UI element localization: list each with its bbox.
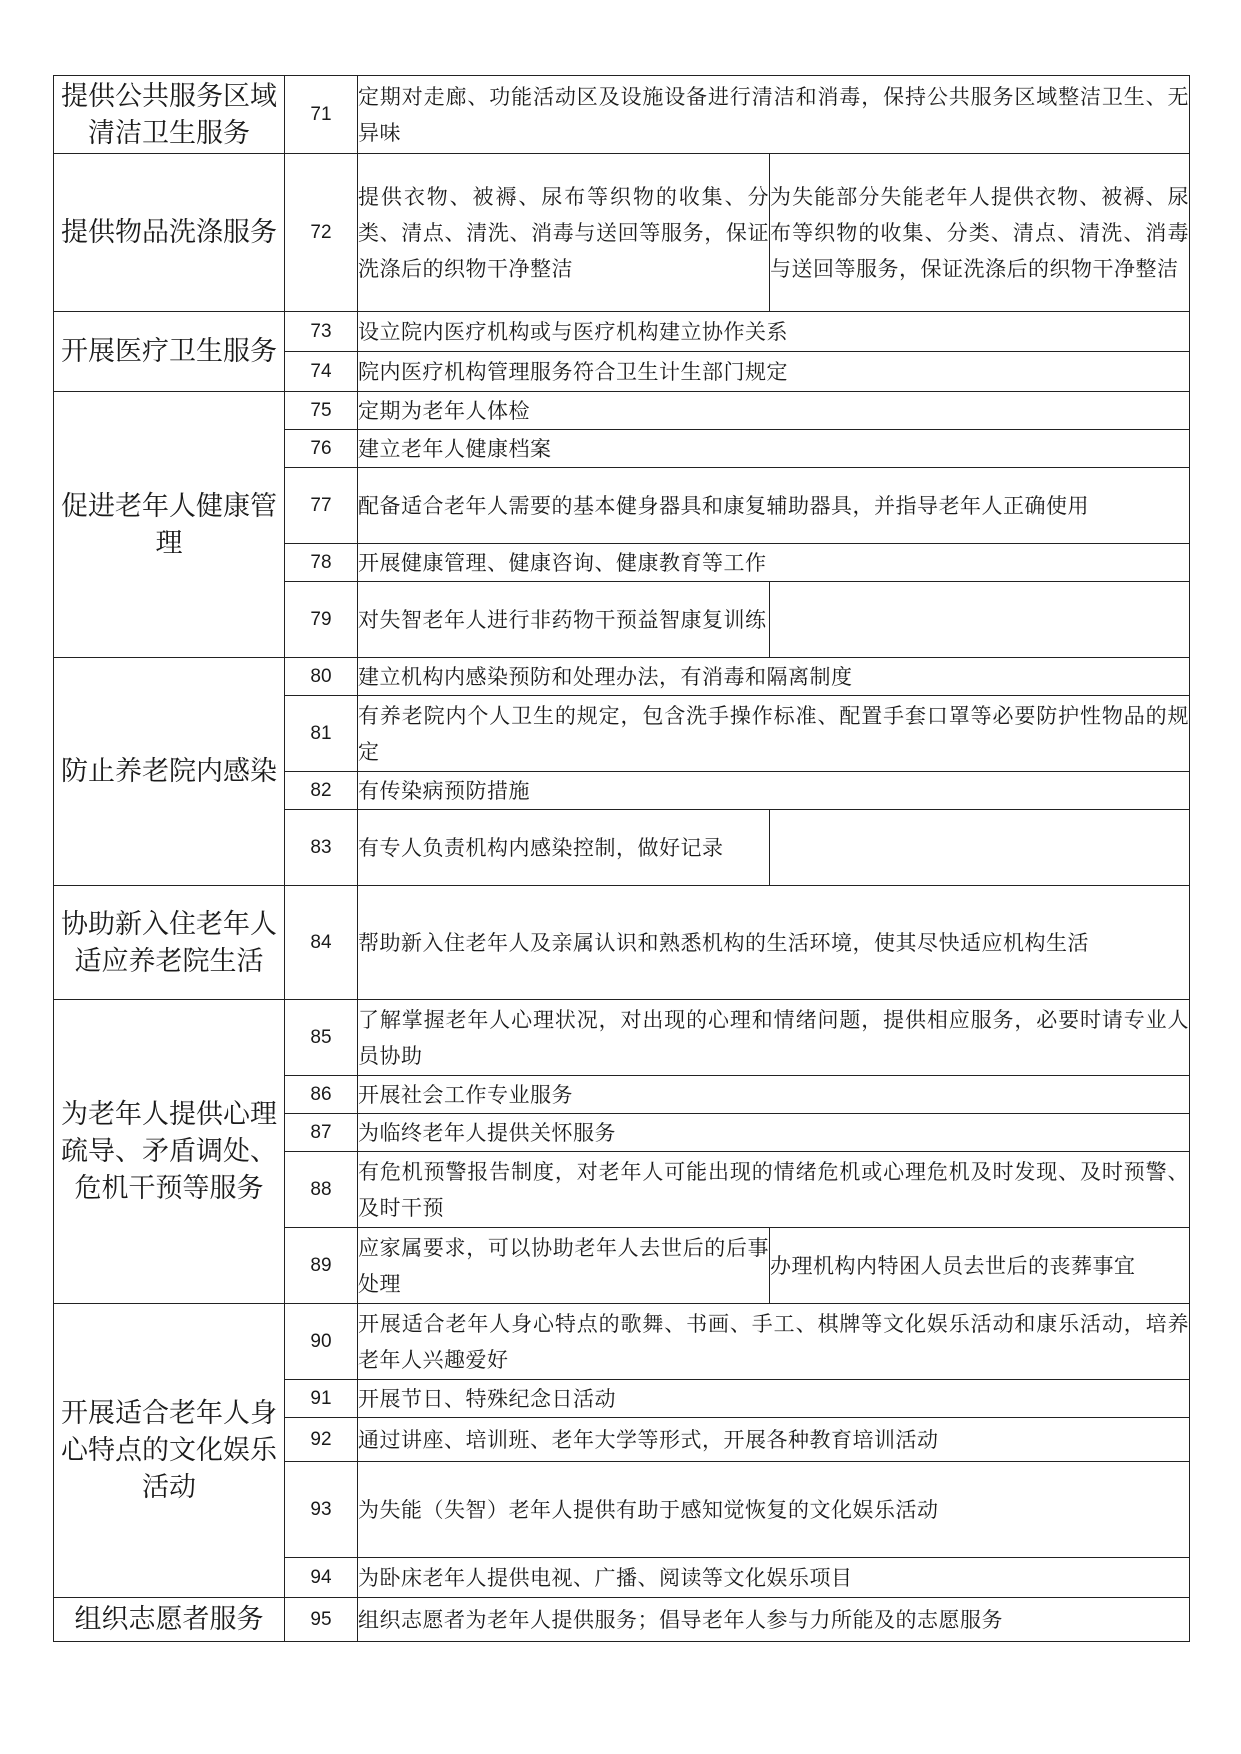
requirement-text: 定期对走廊、功能活动区及设施设备进行清洁和消毒，保持公共服务区域整洁卫生、无异味	[358, 76, 1190, 154]
empty-cell	[770, 810, 1190, 886]
requirement-text: 提供衣物、被褥、尿布等织物的收集、分类、清点、清洗、消毒与送回等服务，保证洗涤后的织物干净整洁	[358, 154, 770, 312]
item-number: 77	[285, 468, 358, 544]
requirement-text: 通过讲座、培训班、老年大学等形式，开展各种教育培训活动	[358, 1418, 1190, 1462]
requirement-text: 组织志愿者为老年人提供服务；倡导老年人参与力所能及的志愿服务	[358, 1598, 1190, 1642]
item-number: 90	[285, 1304, 358, 1380]
category-cell: 提供物品洗涤服务	[54, 154, 285, 312]
table-row	[54, 312, 1190, 352]
requirement-text: 有传染病预防措施	[358, 772, 1190, 810]
item-number: 82	[285, 772, 358, 810]
table-row	[54, 1304, 1190, 1380]
requirement-text: 应家属要求，可以协助老年人去世后的后事处理	[358, 1228, 770, 1304]
item-number: 72	[285, 154, 358, 312]
requirement-text: 定期为老年人体检	[358, 392, 1190, 430]
requirement-text: 建立老年人健康档案	[358, 430, 1190, 468]
requirement-text: 开展健康管理、健康咨询、健康教育等工作	[358, 544, 1190, 582]
requirement-text: 开展节日、特殊纪念日活动	[358, 1380, 1190, 1418]
table-row	[54, 392, 1190, 430]
requirement-text: 帮助新入住老年人及亲属认识和熟悉机构的生活环境，使其尽快适应机构生活	[358, 886, 1190, 1000]
requirement-text: 配备适合老年人需要的基本健身器具和康复辅助器具，并指导老年人正确使用	[358, 468, 1190, 544]
requirement-text: 有专人负责机构内感染控制，做好记录	[358, 810, 770, 886]
item-number: 73	[285, 312, 358, 352]
item-number: 83	[285, 810, 358, 886]
category-cell: 协助新入住老年人适应养老院生活	[54, 886, 285, 1000]
item-number: 94	[285, 1558, 358, 1598]
service-standards-table	[53, 75, 1190, 1642]
category-cell: 为老年人提供心理疏导、矛盾调处、危机干预等服务	[54, 1000, 285, 1304]
item-number: 79	[285, 582, 358, 658]
item-number: 86	[285, 1076, 358, 1114]
requirement-text: 为失能（失智）老年人提供有助于感知觉恢复的文化娱乐活动	[358, 1462, 1190, 1558]
item-number: 76	[285, 430, 358, 468]
item-number: 91	[285, 1380, 358, 1418]
requirement-text: 开展社会工作专业服务	[358, 1076, 1190, 1114]
item-number: 74	[285, 352, 358, 392]
item-number: 75	[285, 392, 358, 430]
item-number: 92	[285, 1418, 358, 1462]
requirement-text: 有养老院内个人卫生的规定，包含洗手操作标准、配置手套口罩等必要防护性物品的规定	[358, 696, 1190, 772]
requirement-text-extra: 为失能部分失能老年人提供衣物、被褥、尿布等织物的收集、分类、清点、清洗、消毒与送回等服务，保证洗涤后的织物干净整洁	[770, 154, 1190, 312]
item-number: 89	[285, 1228, 358, 1304]
category-cell: 开展医疗卫生服务	[54, 312, 285, 392]
item-number: 85	[285, 1000, 358, 1076]
table-row	[54, 1000, 1190, 1076]
requirement-text-extra: 办理机构内特困人员去世后的丧葬事宜	[770, 1228, 1190, 1304]
item-number: 93	[285, 1462, 358, 1558]
requirement-text: 为卧床老年人提供电视、广播、阅读等文化娱乐项目	[358, 1558, 1190, 1598]
item-number: 80	[285, 658, 358, 696]
item-number: 88	[285, 1152, 358, 1228]
category-cell: 防止养老院内感染	[54, 658, 285, 886]
requirement-text: 建立机构内感染预防和处理办法，有消毒和隔离制度	[358, 658, 1190, 696]
category-cell: 提供公共服务区域清洁卫生服务	[54, 76, 285, 154]
category-cell: 组织志愿者服务	[54, 1598, 285, 1642]
category-cell: 开展适合老年人身心特点的文化娱乐活动	[54, 1304, 285, 1598]
requirement-text: 设立院内医疗机构或与医疗机构建立协作关系	[358, 312, 1190, 352]
requirement-text: 院内医疗机构管理服务符合卫生计生部门规定	[358, 352, 1190, 392]
item-number: 71	[285, 76, 358, 154]
requirement-text: 对失智老年人进行非药物干预益智康复训练	[358, 582, 770, 658]
requirement-text: 有危机预警报告制度，对老年人可能出现的情绪危机或心理危机及时发现、及时预警、及时干预	[358, 1152, 1190, 1228]
item-number: 78	[285, 544, 358, 582]
table-row	[54, 76, 1190, 154]
table-row	[54, 658, 1190, 696]
table-row	[54, 1598, 1190, 1642]
requirement-text: 开展适合老年人身心特点的歌舞、书画、手工、棋牌等文化娱乐活动和康乐活动，培养老年人兴趣爱好	[358, 1304, 1190, 1380]
table-row	[54, 886, 1190, 1000]
requirement-text: 为临终老年人提供关怀服务	[358, 1114, 1190, 1152]
item-number: 84	[285, 886, 358, 1000]
empty-cell	[770, 582, 1190, 658]
item-number: 81	[285, 696, 358, 772]
item-number: 87	[285, 1114, 358, 1152]
category-cell: 促进老年人健康管理	[54, 392, 285, 658]
requirement-text: 了解掌握老年人心理状况，对出现的心理和情绪问题，提供相应服务，必要时请专业人员协助	[358, 1000, 1190, 1076]
table-row	[54, 154, 1190, 312]
item-number: 95	[285, 1598, 358, 1642]
